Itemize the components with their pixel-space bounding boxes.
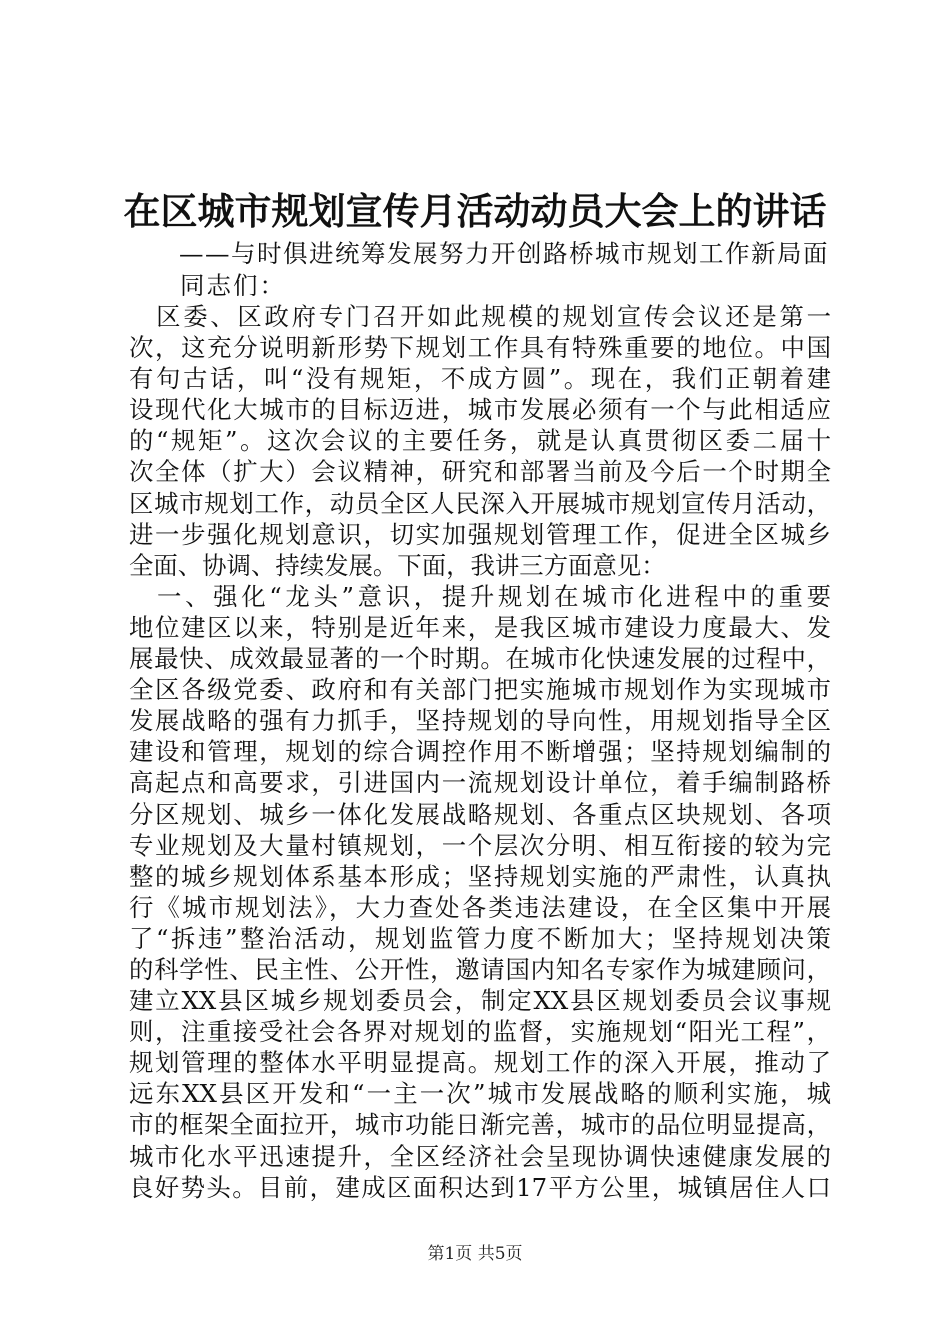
body-line: 有句古话，叫“没有规矩，不成方圆”。现在，我们正朝着建	[129, 364, 831, 394]
document-subtitle: ——与时俱进统筹发展努力开创路桥城市规划工作新局面	[179, 239, 829, 268]
body-line: 的“规矩”。这次会议的主要任务，就是认真贯彻区委二届十	[129, 426, 831, 456]
body-line: 市的框架全面拉开，城市功能日渐完善，城市的品位明显提高，	[129, 1110, 831, 1140]
body-line: 高起点和高要求，引进国内一流规划设计单位，着手编制路桥	[129, 768, 831, 798]
body-line: 设现代化大城市的目标迈进，城市发展必须有一个与此相适应	[129, 395, 831, 425]
body-line: 专业规划及大量村镇规划，一个层次分明、相互衔接的较为完	[129, 830, 831, 860]
body-line: 次全体（扩大）会议精神，研究和部署当前及今后一个时期全	[129, 457, 831, 487]
page-footer: 第1页 共5页	[427, 1244, 523, 1264]
body-line: 远东XX县区开发和“一主一次”城市发展战略的顺利实施，城	[129, 1079, 831, 1109]
body-line: 的科学性、民主性、公开性，邀请国内知名专家作为城建顾问，	[129, 954, 831, 984]
body-line: 区委、区政府专门召开如此规模的规划宣传会议还是第一	[129, 302, 831, 331]
body-line: 次，这充分说明新形势下规划工作具有特殊重要的地位。中国	[129, 333, 831, 363]
body-line: 一、强化“龙头”意识，提升规划在城市化进程中的重要	[129, 581, 831, 611]
body-line: 则，注重接受社会各界对规划的监督，实施规划“阳光工程”，	[129, 1017, 831, 1047]
body-line: 展最快、成效最显著的一个时期。在城市化快速发展的过程中，	[129, 644, 831, 674]
body-text	[129, 301, 831, 1203]
body-line: 城市化水平迅速提升，全区经济社会呈现协调快速健康发展的	[129, 1141, 831, 1171]
body-line: 良好势头。目前，建成区面积达到17平方公里，城镇居住人口	[129, 1172, 831, 1202]
body-line: 建立XX县区城乡规划委员会，制定XX县区规划委员会议事规	[129, 986, 831, 1016]
salutation: 同志们：	[180, 271, 286, 300]
document-title: 在区城市规划宣传月活动动员大会上的讲话	[123, 189, 827, 233]
body-line: 规划管理的整体水平明显提高。规划工作的深入开展，推动了	[129, 1048, 831, 1078]
body-line: 地位建区以来，特别是近年来，是我区城市建设力度最大、发	[129, 612, 831, 642]
body-line: 全区各级党委、政府和有关部门把实施城市规划作为实现城市	[129, 675, 831, 705]
body-line: 行《城市规划法》，大力查处各类违法建设，在全区集中开展	[129, 892, 831, 922]
body-line: 全面、协调、持续发展。下面，我讲三方面意见：	[129, 550, 666, 580]
body-line: 建设和管理，规划的综合调控作用不断增强；坚持规划编制的	[129, 737, 831, 767]
body-line: 整的城乡规划体系基本形成；坚持规划实施的严肃性，认真执	[129, 861, 831, 891]
body-line: 发展战略的强有力抓手，坚持规划的导向性，用规划指导全区	[129, 706, 831, 736]
body-line: 分区规划、城乡一体化发展战略规划、各重点区块规划、各项	[129, 799, 831, 829]
body-line: 进一步强化规划意识，切实加强规划管理工作，促进全区城乡	[129, 519, 831, 549]
body-line: 区城市规划工作，动员全区人民深入开展城市规划宣传月活动，	[129, 488, 831, 518]
body-line: 了“拆违”整治活动，规划监管力度不断加大；坚持规划决策	[129, 923, 831, 953]
